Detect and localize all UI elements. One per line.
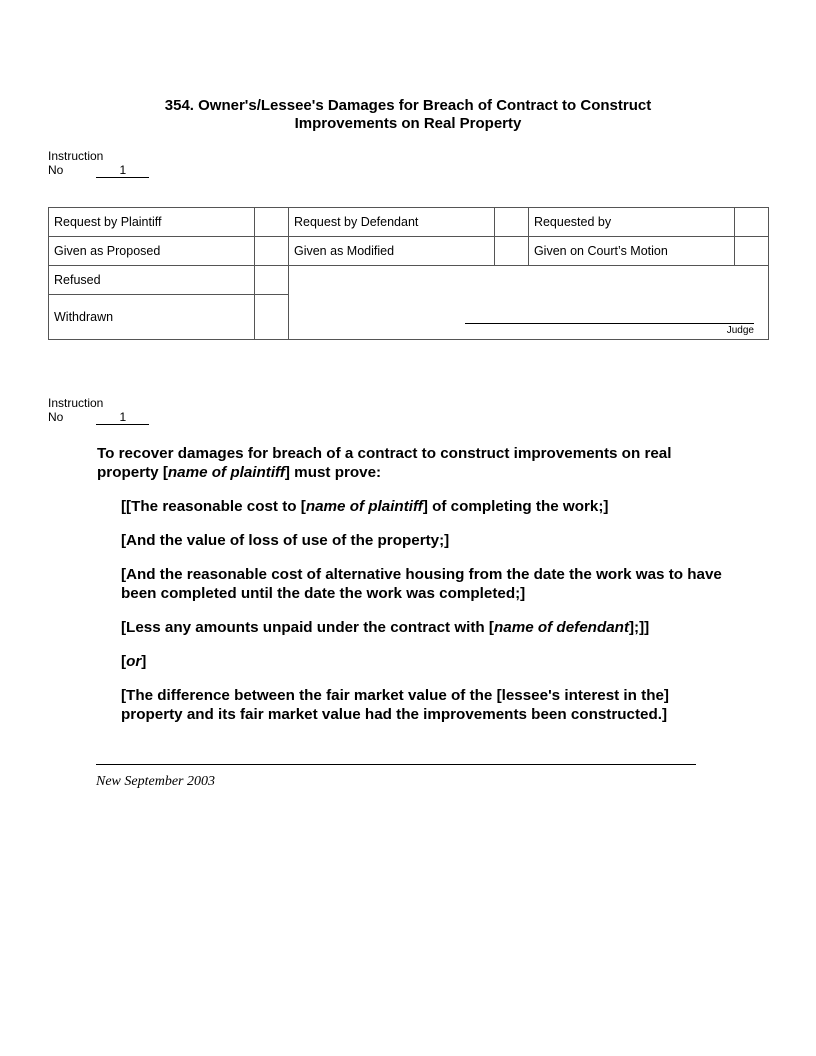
given-on-courts-motion-box[interactable] <box>735 237 769 266</box>
given-as-modified-label: Given as Modified <box>288 237 494 266</box>
judge-signature-line[interactable] <box>465 323 754 324</box>
judge-signature-area <box>288 266 768 340</box>
instruction-title <box>0 97 816 133</box>
request-disposition-table <box>48 207 769 340</box>
request-by-plaintiff-box[interactable] <box>255 208 289 237</box>
instruction-body <box>97 444 727 739</box>
judge-label: Judge <box>726 325 754 336</box>
given-as-proposed-label: Given as Proposed <box>49 237 255 266</box>
footer-divider <box>96 764 696 765</box>
element-alternative-housing: [And the reasonable cost of alternative housing from the date the work was to have been completed until the date the work was completed;] <box>121 566 722 602</box>
refused-box[interactable] <box>255 266 289 295</box>
placeholder-name-of-plaintiff: name of plaintiff <box>167 464 285 481</box>
placeholder-name-of-defendant: name of defendant <box>493 619 629 636</box>
requested-by-label: Requested by <box>528 208 734 237</box>
withdrawn-label: Withdrawn <box>49 295 255 340</box>
no-label: No <box>48 410 64 424</box>
request-by-defendant-box[interactable] <box>495 208 529 237</box>
instruction-label: Instruction <box>48 396 104 410</box>
element-cost-to-complete: [[The reasonable cost to [name of plaintiff] of completing the work;] <box>121 498 609 515</box>
title-line-1: 354. Owner's/Lessee's Damages for Breach of Contract to Construct <box>164 97 652 114</box>
request-by-defendant-label: Request by Defendant <box>288 208 494 237</box>
refused-label: Refused <box>49 266 255 295</box>
title-line-2: Improvements on Real Property <box>294 115 522 132</box>
element-loss-of-use: [And the value of loss of use of the property;] <box>121 532 450 549</box>
intro-paragraph: To recover damages for breach of a contract to construct improvements on real property [name of plaintiff] must prove: <box>97 445 672 481</box>
element-or: [or] <box>121 653 147 670</box>
placeholder-name-of-plaintiff: name of plaintiff <box>305 498 423 515</box>
instruction-number-block-top <box>48 149 149 178</box>
given-on-courts-motion-label: Given on Court’s Motion <box>528 237 734 266</box>
instruction-label: Instruction <box>48 149 104 163</box>
requested-by-box[interactable] <box>735 208 769 237</box>
revision-note: New September 2003 <box>96 774 215 789</box>
element-amounts-unpaid: [Less any amounts unpaid under the contract with [name of defendant];]] <box>121 619 650 636</box>
request-by-plaintiff-label: Request by Plaintiff <box>49 208 255 237</box>
given-as-modified-box[interactable] <box>495 237 529 266</box>
instruction-number-block-bottom <box>48 396 149 425</box>
instruction-number: 1 <box>96 164 149 178</box>
no-label: No <box>48 163 64 177</box>
element-fair-market-value: [The difference between the fair market value of the [lessee's interest in the] property and its fair market value had the improvements been constructed.] <box>121 687 669 723</box>
withdrawn-box[interactable] <box>255 295 289 340</box>
instruction-number: 1 <box>96 411 149 425</box>
given-as-proposed-box[interactable] <box>255 237 289 266</box>
